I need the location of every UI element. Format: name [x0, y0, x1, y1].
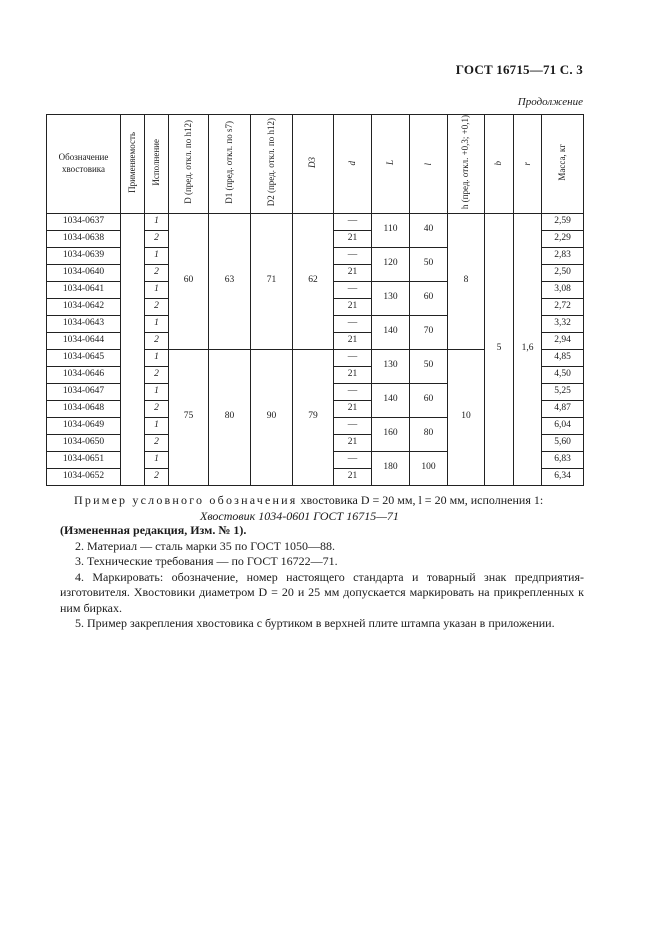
continuation-label: Продолжение [517, 96, 583, 108]
cell-d: — [334, 417, 372, 434]
cell-b: 5 [485, 213, 514, 485]
cell-designation: 1034-0638 [47, 230, 121, 247]
cell-version: 1 [145, 315, 169, 332]
header-D3: D3 [293, 115, 334, 214]
cell-L: 130 [372, 281, 410, 315]
cell-d: 21 [334, 400, 372, 417]
cell-d: — [334, 315, 372, 332]
table-header-row [47, 115, 584, 214]
cell-version: 1 [145, 349, 169, 366]
cell-designation: 1034-0644 [47, 332, 121, 349]
header-b: b [485, 115, 514, 214]
cell-L: 120 [372, 247, 410, 281]
cell-d: — [334, 247, 372, 264]
cell-d: 21 [334, 468, 372, 485]
example-text: хвостовика D = 20 мм, l = 20 мм, исполнения 1: [300, 493, 544, 507]
cell-mass: 2,59 [542, 213, 584, 230]
cell-designation: 1034-0652 [47, 468, 121, 485]
example-designation [74, 493, 584, 508]
cell-designation: 1034-0651 [47, 451, 121, 468]
cell-D2: 90 [251, 349, 293, 485]
cell-designation: 1034-0650 [47, 434, 121, 451]
cell-d: 21 [334, 366, 372, 383]
cell-version: 2 [145, 264, 169, 281]
cell-mass: 6,34 [542, 468, 584, 485]
cell-L: 140 [372, 383, 410, 417]
cell-L: 110 [372, 213, 410, 247]
cell-D1: 80 [209, 349, 251, 485]
cell-version: 2 [145, 400, 169, 417]
page-header: ГОСТ 16715—71 С. 3 [455, 62, 583, 77]
cell-l: 70 [410, 315, 448, 349]
cell-L: 180 [372, 451, 410, 485]
cell-designation: 1034-0643 [47, 315, 121, 332]
cell-D3: 62 [293, 213, 334, 349]
header-l: l [410, 115, 448, 214]
header-version: Исполнение [145, 115, 169, 214]
cell-d: 21 [334, 230, 372, 247]
cell-L: 160 [372, 417, 410, 451]
cell-h: 8 [448, 213, 485, 349]
header-D2: D2 (пред. откл. по h12) [251, 115, 293, 214]
notes-block [60, 523, 584, 632]
cell-designation: 1034-0640 [47, 264, 121, 281]
example-label: Пример условного обозначения [74, 493, 298, 507]
cell-version: 1 [145, 417, 169, 434]
cell-h: 10 [448, 349, 485, 485]
spec-table [46, 114, 584, 486]
cell-d: 21 [334, 264, 372, 281]
cell-mass: 2,94 [542, 332, 584, 349]
cell-version: 2 [145, 468, 169, 485]
cell-designation: 1034-0641 [47, 281, 121, 298]
header-designation: Обозначение хвостовика [47, 115, 121, 214]
cell-l: 60 [410, 383, 448, 417]
cell-version: 1 [145, 383, 169, 400]
cell-d: — [334, 451, 372, 468]
header-D1: D1 (пред. откл. по s7) [209, 115, 251, 214]
cell-l: 80 [410, 417, 448, 451]
note-4: 4. Маркировать: обозначение, номер настоящего стандарта и товарный знак предприятия-изготовителя. Хвостовики диаметром D = 20 и 25 мм допускается маркировать на прикрепленных к ним бирках. [60, 569, 584, 615]
cell-mass: 4,50 [542, 366, 584, 383]
cell-designation: 1034-0649 [47, 417, 121, 434]
cell-version: 2 [145, 332, 169, 349]
cell-mass: 2,50 [542, 264, 584, 281]
cell-designation: 1034-0639 [47, 247, 121, 264]
cell-mass: 2,72 [542, 298, 584, 315]
cell-l: 50 [410, 247, 448, 281]
table-row [47, 213, 584, 230]
cell-designation: 1034-0646 [47, 366, 121, 383]
cell-D: 60 [169, 213, 209, 349]
cell-version: 2 [145, 366, 169, 383]
cell-d: 21 [334, 298, 372, 315]
cell-d: — [334, 213, 372, 230]
cell-applicability [121, 213, 145, 485]
cell-r: 1,6 [514, 213, 542, 485]
cell-D2: 71 [251, 213, 293, 349]
cell-version: 1 [145, 213, 169, 230]
note-5: 5. Пример закрепления хвостовика с буртиком в верхней плите штампа указан в приложении. [75, 616, 555, 630]
cell-version: 2 [145, 230, 169, 247]
cell-version: 2 [145, 298, 169, 315]
cell-mass: 3,08 [542, 281, 584, 298]
cell-d: 21 [334, 434, 372, 451]
cell-l: 100 [410, 451, 448, 485]
cell-D1: 63 [209, 213, 251, 349]
cell-d: — [334, 281, 372, 298]
cell-l: 40 [410, 213, 448, 247]
cell-L: 140 [372, 315, 410, 349]
cell-mass: 2,83 [542, 247, 584, 264]
cell-mass: 4,87 [542, 400, 584, 417]
cell-designation: 1034-0637 [47, 213, 121, 230]
cell-mass: 5,60 [542, 434, 584, 451]
cell-designation: 1034-0648 [47, 400, 121, 417]
cell-designation: 1034-0647 [47, 383, 121, 400]
cell-l: 60 [410, 281, 448, 315]
cell-d: 21 [334, 332, 372, 349]
revision-note: (Измененная редакция, Изм. № 1). [60, 523, 247, 537]
header-r: r [514, 115, 542, 214]
header-applicability: Применяемость [121, 115, 145, 214]
cell-mass: 6,04 [542, 417, 584, 434]
cell-version: 1 [145, 281, 169, 298]
cell-version: 2 [145, 434, 169, 451]
header-D: D (пред. откл. по h12) [169, 115, 209, 214]
note-2: 2. Материал — сталь марки 35 по ГОСТ 1050—88. [75, 538, 336, 553]
cell-version: 1 [145, 247, 169, 264]
cell-mass: 4,85 [542, 349, 584, 366]
note-3: 3. Технические требования — по ГОСТ 16722—71. [75, 554, 338, 568]
cell-L: 130 [372, 349, 410, 383]
cell-D: 75 [169, 349, 209, 485]
cell-d: — [334, 383, 372, 400]
cell-l: 50 [410, 349, 448, 383]
cell-designation: 1034-0642 [47, 298, 121, 315]
cell-mass: 3,32 [542, 315, 584, 332]
header-h: h (пред. откл. +0,3; +0,1) [448, 115, 485, 214]
cell-designation: 1034-0645 [47, 349, 121, 366]
cell-version: 1 [145, 451, 169, 468]
cell-d: — [334, 349, 372, 366]
example-code: Хвостовик 1034-0601 ГОСТ 16715—71 [200, 509, 399, 523]
header-d: d [334, 115, 372, 214]
cell-mass: 2,29 [542, 230, 584, 247]
header-L: L [372, 115, 410, 214]
cell-mass: 5,25 [542, 383, 584, 400]
header-mass: Масса, кг [542, 115, 584, 214]
cell-D3: 79 [293, 349, 334, 485]
cell-mass: 6,83 [542, 451, 584, 468]
